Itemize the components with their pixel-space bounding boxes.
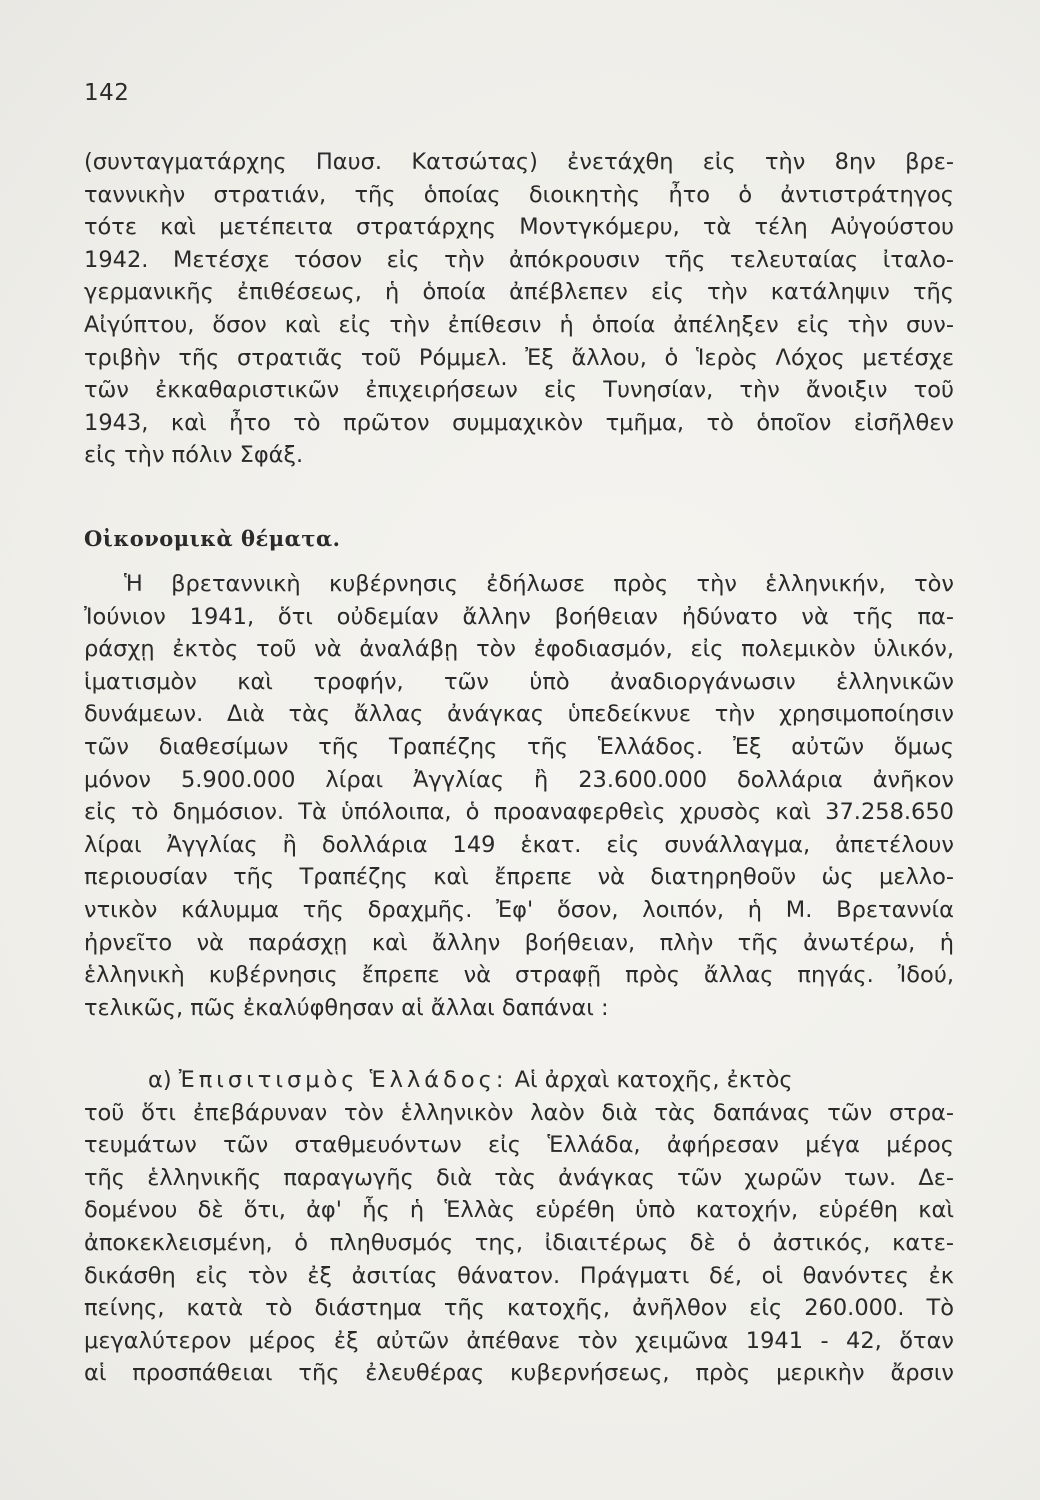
text-line: μόνον 5.900.000 λίραι Ἀγγλίας ἢ 23.600.000 δολλάρια ἀνῆκον <box>84 766 954 793</box>
text-line: τελικῶς, πῶς ἐκαλύφθησαν αἱ ἄλλαι δαπάναι : <box>84 994 609 1021</box>
text-line: ἱματισμὸν καὶ τροφήν, τῶν ὑπὸ ἀναδιοργάνωσιν ἑλληνικῶν <box>84 668 954 695</box>
text-line: δυνάμεων. Διὰ τὰς ἄλλας ἀνάγκας ὑπεδείκνυε τὴν χρησιμοποίησιν <box>84 701 954 728</box>
text-line: τότε καὶ μετέπειτα στρατάρχης Μοντγκόμερυ, τὰ τέλη Αὐγούστου <box>84 214 954 241</box>
text-line: ἠρνεῖτο νὰ παράσχῃ καὶ ἄλλην βοήθειαν, πλὴν τῆς ἀνωτέρω, ἡ <box>84 929 954 956</box>
text-line: τριβὴν τῆς στρατιᾶς τοῦ Ρόμμελ. Ἐξ ἄλλου, ὁ Ἱερὸς Λόχος μετέσχε <box>84 344 954 371</box>
text-line: ράσχῃ ἐκτὸς τοῦ νὰ ἀναλάβῃ τὸν ἐφοδιασμόν, εἰς πολεμικὸν ὑλικόν, <box>84 636 954 663</box>
page-number: 142 <box>84 80 130 106</box>
subsection-title: Ἐπισιτισμὸς Ἑλλάδος: <box>178 1067 508 1093</box>
text-line: πείνης, κατὰ τὸ διάστημα τῆς κατοχῆς, ἀνῆλθον εἰς 260.000. Τὸ <box>84 1295 954 1322</box>
text-line: (συνταγματάρχης Παυσ. Κατσώτας) ἐνετάχθη εἰς τὴν 8ην βρε- <box>84 149 954 175</box>
text-line: γερμανικῆς ἐπιθέσεως, ἡ ὁποία ἀπέβλεπεν εἰς τὴν κατάληψιν τῆς <box>84 279 954 306</box>
subsection-label: α) <box>148 1067 179 1093</box>
paragraph-3 <box>84 1064 954 1390</box>
text-line: τῆς ἑλληνικῆς παραγωγῆς διὰ τὰς ἀνάγκας τῶν χωρῶν των. Δε- <box>84 1164 954 1191</box>
text-line: δομένου δὲ ὅτι, ἀφ' ἧς ἡ Ἑλλὰς εὑρέθη ὑπὸ κατοχήν, εὑρέθη καὶ <box>84 1197 954 1224</box>
text-line: εἰς τὸ δημόσιον. Τὰ ὑπόλοιπα, ὁ προαναφερθεὶς χρυσὸς καὶ 37.258.650 <box>84 799 954 826</box>
text-line: τοῦ ὅτι ἐπεβάρυναν τὸν ἑλληνικὸν λαὸν διὰ τὰς δαπάνας τῶν στρα- <box>84 1099 954 1126</box>
text-line: ταννικὴν στρατιάν, τῆς ὁποίας διοικητὴς ἦτο ὁ ἀντιστράτηγος <box>84 181 954 208</box>
subsection-line <box>84 1064 954 1097</box>
text-line: τῶν διαθεσίμων τῆς Τραπέζης τῆς Ἑλλάδος. Ἐξ αὐτῶν ὅμως <box>84 733 954 760</box>
text-line: περιουσίαν τῆς Τραπέζης καὶ ἔπρεπε νὰ διατηρηθοῦν ὡς μελλο- <box>84 864 954 891</box>
section-heading: Οἰκονομικὰ θέματα. <box>84 526 341 551</box>
text-line: αἱ προσπάθειαι τῆς ἐλευθέρας κυβερνήσεως, πρὸς μερικὴν ἄρσιν <box>84 1360 954 1387</box>
subsection-text: Αἱ ἀρχαὶ κατοχῆς, ἐκτὸς <box>507 1067 793 1093</box>
text-line: 1943, καὶ ἦτο τὸ πρῶτον συμμαχικὸν τμῆμα, τὸ ὁποῖον εἰσῆλθεν <box>84 409 954 436</box>
paragraph-1 <box>84 146 954 472</box>
text-line: μεγαλύτερον μέρος ἐξ αὐτῶν ἀπέθανε τὸν χειμῶνα 1941 - 42, ὅταν <box>84 1327 954 1354</box>
text-line: δικάσθη εἰς τὸν ἐξ ἀσιτίας θάνατον. Πράγματι δέ, οἱ θανόντες ἐκ <box>84 1262 954 1289</box>
text-line: λίραι Ἀγγλίας ἢ δολλάρια 149 ἑκατ. εἰς συνάλλαγμα, ἀπετέλουν <box>84 831 954 858</box>
text-line: ἑλληνικὴ κυβέρνησις ἔπρεπε νὰ στραφῇ πρὸς ἄλλας πηγάς. Ἰδού, <box>84 962 954 989</box>
paragraph-2 <box>84 568 954 1024</box>
text-line: τῶν ἐκκαθαριστικῶν ἐπιχειρήσεων εἰς Τυνησίαν, τὴν ἄνοιξιν τοῦ <box>84 377 954 404</box>
text-line: τευμάτων τῶν σταθμευόντων εἰς Ἑλλάδα, ἀφήρεσαν μέγα μέρος <box>84 1132 954 1159</box>
text-line: Ἡ βρεταννικὴ κυβέρνησις ἐδήλωσε πρὸς τὴν ἑλληνικήν, τὸν <box>124 571 954 597</box>
text-line: 1942. Μετέσχε τόσον εἰς τὴν ἀπόκρουσιν τῆς τελευταίας ἰταλο- <box>84 246 954 273</box>
text-line: εἰς τὴν πόλιν Σφάξ. <box>84 442 304 469</box>
text-line: Ἰούνιον 1941, ὅτι οὐδεμίαν ἄλλην βοήθειαν ἠδύνατο νὰ τῆς πα- <box>84 603 954 630</box>
text-line: Αἰγύπτου, ὅσον καὶ εἰς τὴν ἐπίθεσιν ἡ ὁποία ἀπέληξεν εἰς τὴν συν- <box>84 311 954 338</box>
text-line: ντικὸν κάλυμμα τῆς δραχμῆς. Ἐφ' ὅσον, λοιπόν, ἡ Μ. Βρεταννία <box>84 896 954 923</box>
text-line: ἀποκεκλεισμένη, ὁ πληθυσμός της, ἰδιαιτέρως δὲ ὁ ἀστικός, κατε- <box>84 1229 954 1256</box>
